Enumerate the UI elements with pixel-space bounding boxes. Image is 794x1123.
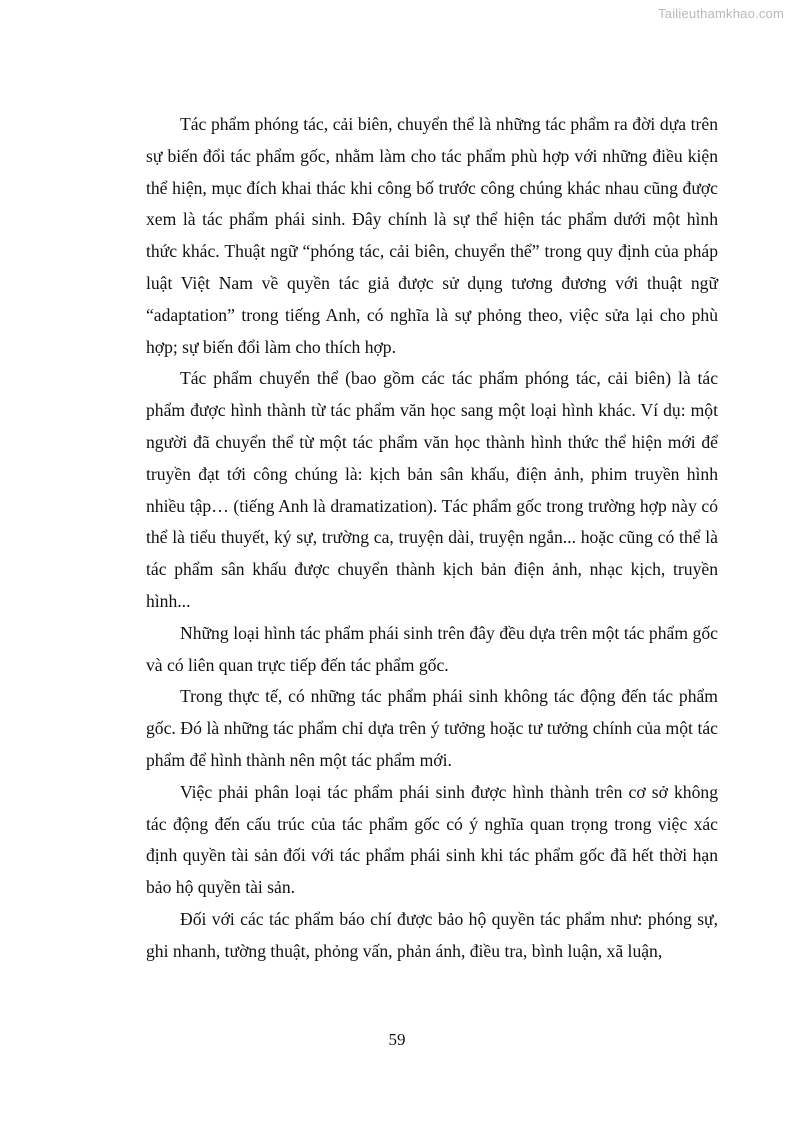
paragraph-2: Tác phẩm chuyển thể (bao gồm các tác phẩm phóng tác, cải biên) là tác phẩm được hình thành từ tác phẩm văn học sang một loại hình khác. Ví dụ: một người đã chuyển thể từ một tác phẩm văn học thành hình thức thể hiện mới để truyền đạt tới công chúng là: kịch bản sân khấu, điện ảnh, phim truyền hình nhiều tập… (tiếng Anh là dramatization). Tác phẩm gốc trong trường hợp này có thể là tiểu thuyết, ký sự, trường ca, truyện dài, truyện ngắn... hoặc cũng có thể là tác phẩm sân khấu được chuyển thành kịch bản điện ảnh, nhạc kịch, truyền hình...: [146, 368, 718, 611]
watermark: Tailieuthamkhao.com: [658, 6, 784, 21]
document-body: [146, 109, 718, 968]
page-number: 59: [388, 1030, 406, 1049]
paragraph-5: Việc phải phân loại tác phẩm phái sinh được hình thành trên cơ sở không tác động đến cấu trúc của tác phẩm gốc có ý nghĩa quan trọng trong việc xác định quyền tài sản đối với tác phẩm phái sinh khi tác phẩm gốc đã hết thời hạn bảo hộ quyền tài sản.: [146, 781, 718, 898]
paragraph-3: Những loại hình tác phẩm phái sinh trên đây đều dựa trên một tác phẩm gốc và có liên quan trực tiếp đến tác phẩm gốc.: [146, 622, 718, 675]
paragraph-1: Tác phẩm phóng tác, cải biên, chuyển thể là những tác phẩm ra đời dựa trên sự biến đổi tác phẩm gốc, nhằm làm cho tác phẩm phù hợp với những điều kiện thể hiện, mục đích khai thác khi công bố trước công chúng khác nhau cũng được xem là tác phẩm phái sinh. Đây chính là sự thể hiện tác phẩm dưới một hình thức khác. Thuật ngữ “phóng tác, cải biên, chuyển thể” trong quy định của pháp luật Việt Nam về quyền tác giả được sử dụng tương đương với thuật ngữ “adaptation” trong tiếng Anh, có nghĩa là sự phỏng theo, việc sửa lại cho phù hợp; sự biến đổi làm cho thích hợp.: [146, 114, 718, 357]
paragraph-6: Đối với các tác phẩm báo chí được bảo hộ quyền tác phẩm như: phóng sự, ghi nhanh, tường thuật, phỏng vấn, phản ánh, điều tra, bình luận, xã luận,: [146, 908, 718, 961]
paragraph-4: Trong thực tế, có những tác phẩm phái sinh không tác động đến tác phẩm gốc. Đó là những tác phẩm chỉ dựa trên ý tưởng hoặc tư tưởng chính của một tác phẩm để hình thành nên một tác phẩm mới.: [146, 686, 718, 770]
